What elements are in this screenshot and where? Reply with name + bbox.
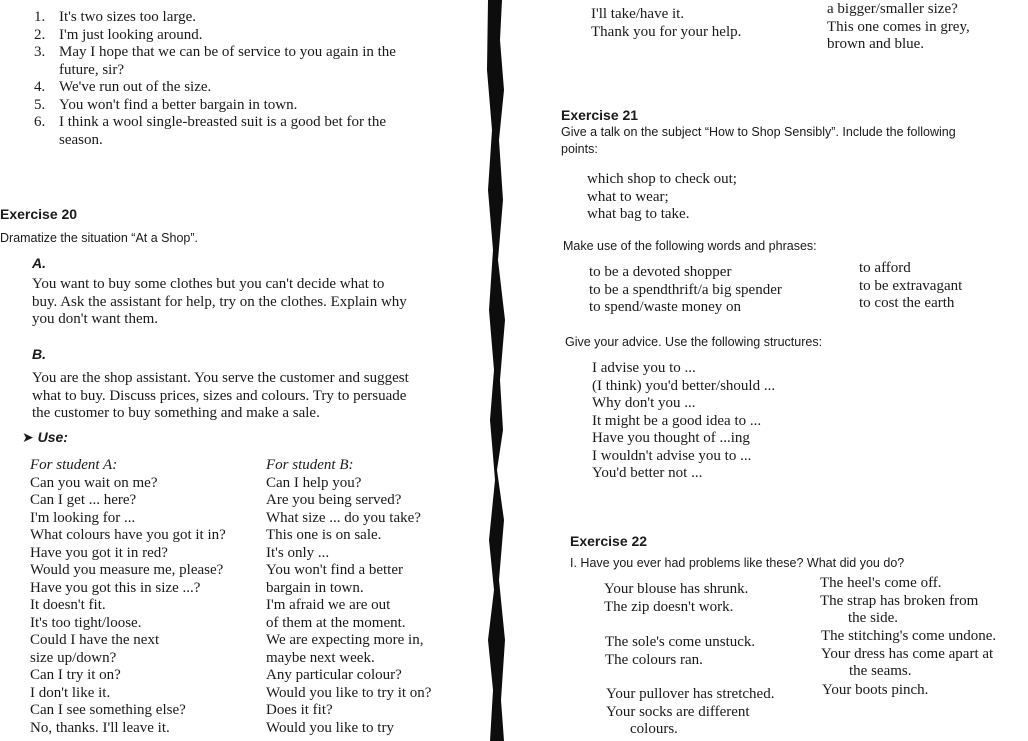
advice-instruction: Give your advice. Use the following structures: bbox=[565, 335, 823, 349]
list-item: 5. You won't find a better bargain in town. bbox=[34, 96, 298, 113]
continued-right-lines: a bigger/smaller size? This one comes in grey, brown and blue. bbox=[827, 1, 970, 52]
advice-structures: I advise you to ... (I think) you'd better/should ... Why don't you ... It might be a good idea to ... Have you thought of ...ing I wouldn't advise you to ... You'd better not ... bbox=[592, 360, 776, 481]
student-b-heading: For student B: bbox=[266, 457, 354, 473]
student-b-column: For student B: Can I help you? Are you being served? What size ... do you take? This one is on sale. It's only ... You won't find a better bargain in town. I'm afraid we are out of them at the moment. We are expecting more in, maybe next week. Any particular colour? Would you like to try it on? Does it fit? Would you like to try bbox=[266, 457, 432, 736]
exercise-20-instruction: Dramatize the situation “At a Shop”. bbox=[0, 231, 199, 245]
exercise-20-title: Exercise 20 bbox=[0, 206, 78, 222]
exercise-21-points: which shop to check out; what to wear; what bag to take. bbox=[587, 171, 737, 222]
list-item: 2. I'm just looking around. bbox=[34, 26, 203, 43]
problems-left-group-2: The sole's come unstuck. The colours ran. bbox=[605, 634, 756, 668]
problems-right-group-2: The stitching's come undone. Your dress has come apart at the seams. bbox=[821, 628, 997, 679]
use-label: ➤ Use: bbox=[22, 429, 68, 445]
part-a-text: You want to buy some clothes but you can't decide what to buy. Ask the assistant for help, try on the clothes. Explain why you don't want them. bbox=[32, 276, 407, 327]
words-right-column: to afford to be extravagant to cost the earth bbox=[859, 260, 963, 311]
list-item: future, sir? bbox=[59, 61, 124, 78]
problems-left-group-1: Your blouse has shrunk. The zip doesn't work. bbox=[604, 581, 749, 615]
list-item: 1. It's two sizes too large. bbox=[34, 9, 196, 25]
list-item: 4. We've run out of the size. bbox=[34, 79, 212, 95]
list-item: 6. I think a wool single-breasted suit is a good bet for the bbox=[34, 114, 387, 130]
student-a-heading: For student A: bbox=[30, 457, 118, 473]
problems-right-group-1: The heel's come off. The strap has broken from the side. bbox=[820, 575, 979, 626]
list-item: season. bbox=[59, 131, 103, 148]
student-a-column: For student A: Can you wait on me? Can I get ... here? I'm looking for ... What colours have you got it in? Have you got it in red? Would you measure me, please? Have you got this in size ...? It doesn't fit. It's too tight/loose. Could I have the next size up/down? Can I try it on? I don't like it. Can I see something else? No, thanks. I'll leave it. bbox=[30, 457, 226, 736]
numbered-list bbox=[34, 9, 474, 149]
book-spine-shadow bbox=[478, 0, 518, 741]
continued-left-lines: I'll take/have it. Thank you for your help. bbox=[591, 6, 742, 40]
exercise-21-instruction: Give a talk on the subject “How to Shop Sensibly”. Include the following points: bbox=[561, 125, 956, 156]
part-a-label: A. bbox=[32, 255, 46, 271]
exercise-21-title: Exercise 21 bbox=[561, 107, 639, 123]
problems-left-group-3: Your pullover has stretched. Your socks are different colours. bbox=[606, 686, 775, 737]
list-item: 3. May I hope that we can be of service to you again in the bbox=[34, 44, 396, 60]
words-instruction: Make use of the following words and phrases: bbox=[563, 239, 817, 253]
part-b-label: B. bbox=[32, 346, 46, 362]
exercise-22-title: Exercise 22 bbox=[570, 533, 648, 549]
part-b-text: You are the shop assistant. You serve the customer and suggest what to buy. Discuss prices, sizes and colours. Try to persuade the customer to buy something and make a sale. bbox=[32, 370, 409, 421]
exercise-22-question: I. Have you ever had problems like these? What did you do? bbox=[570, 556, 905, 570]
problems-right-group-3: Your boots pinch. bbox=[822, 682, 929, 698]
words-left-column: to be a devoted shopper to be a spendthrift/a big spender to spend/waste money on bbox=[589, 264, 782, 315]
arrow-icon: ➤ bbox=[22, 429, 34, 445]
